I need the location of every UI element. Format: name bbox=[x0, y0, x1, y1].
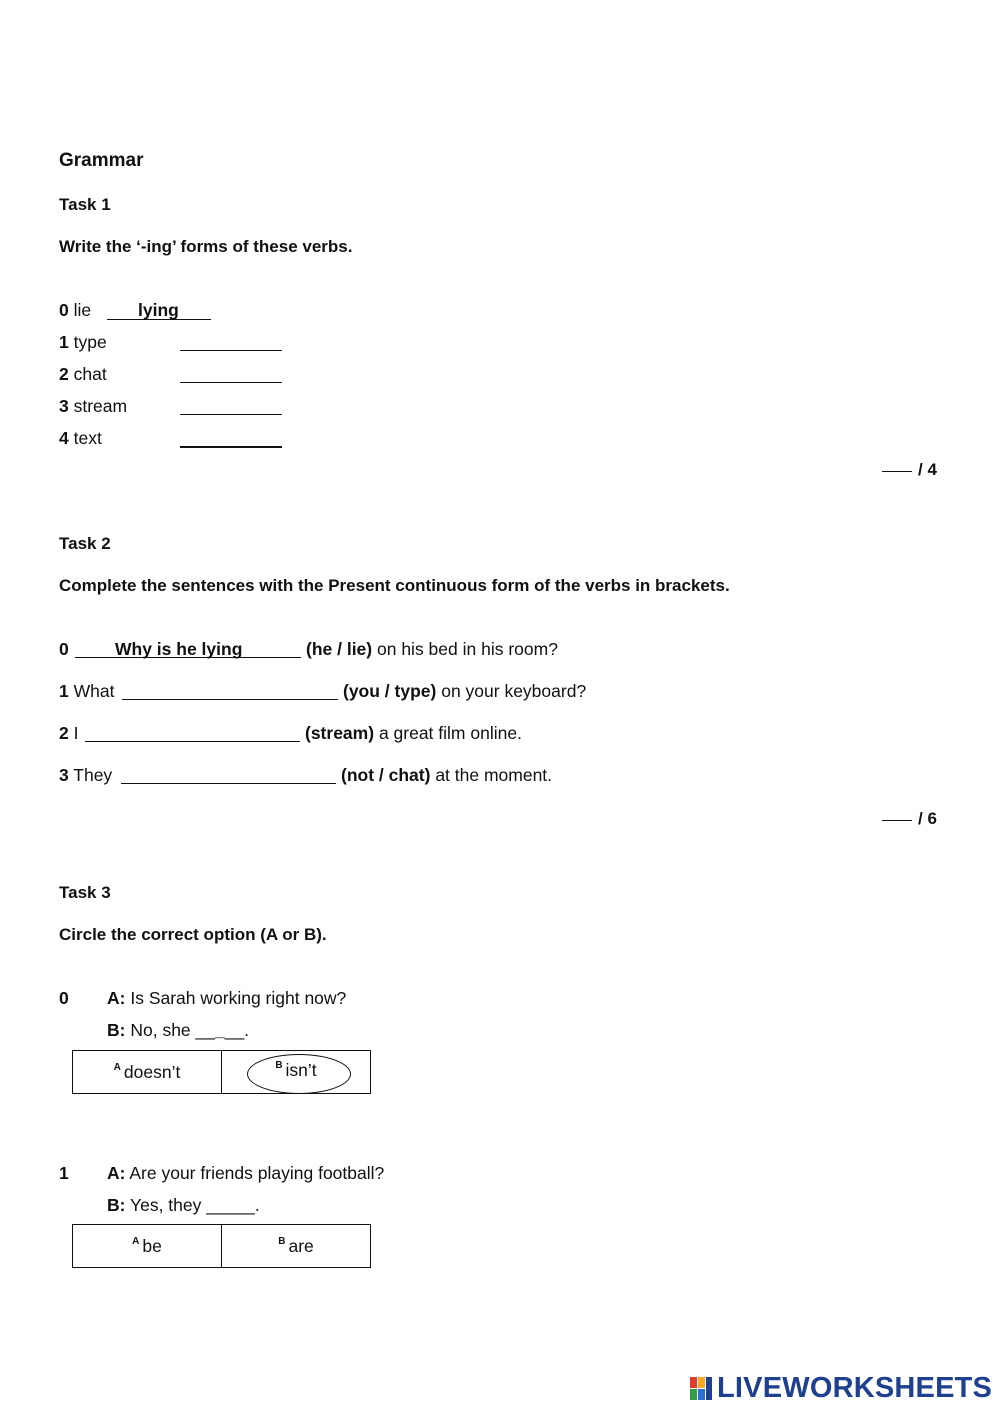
sentence-end: a great film online. bbox=[378, 723, 522, 743]
liveworksheets-logo bbox=[690, 1372, 992, 1404]
task2-item-0-rest bbox=[306, 639, 558, 660]
sentence-end: on his bed in his room? bbox=[377, 639, 558, 659]
task1-answer-2-field[interactable] bbox=[180, 382, 282, 383]
task1-answer-3-field[interactable] bbox=[180, 414, 282, 415]
item-number: 3 bbox=[59, 396, 69, 416]
task3-title: Task 3 bbox=[59, 883, 111, 902]
item-verb: text bbox=[73, 428, 102, 448]
sentence-end: on your keyboard? bbox=[441, 681, 587, 701]
task1-answer-1-field[interactable] bbox=[180, 350, 282, 351]
score-blank bbox=[882, 820, 912, 821]
item-number: 2 bbox=[59, 723, 69, 743]
sentence-end: at the moment. bbox=[435, 765, 553, 785]
verb-cue: (not / chat) bbox=[341, 765, 431, 785]
liveworksheets-logo-icon bbox=[690, 1376, 714, 1400]
task2-item-3-rest bbox=[341, 765, 552, 786]
task2-item-1-rest bbox=[343, 681, 586, 702]
speaker-b: B: bbox=[107, 1020, 126, 1040]
page-heading: Grammar bbox=[59, 150, 144, 171]
speaker-b: B: bbox=[107, 1195, 126, 1215]
score-total: / 6 bbox=[918, 809, 937, 828]
item-verb: lie bbox=[73, 300, 92, 320]
task2-answer-1-field[interactable] bbox=[122, 699, 338, 700]
task3-item-1-number: 1 bbox=[59, 1163, 69, 1183]
item-number: 0 bbox=[59, 300, 69, 320]
verb-cue: (stream) bbox=[305, 723, 375, 743]
item-verb: stream bbox=[73, 396, 128, 416]
item-number: 4 bbox=[59, 428, 69, 448]
task2-answer-0[interactable]: Why is he lying bbox=[115, 639, 243, 659]
task1-answer-4-field[interactable] bbox=[180, 446, 282, 448]
task2-item-1-start bbox=[59, 681, 114, 702]
response-text: Yes, they _____. bbox=[130, 1195, 260, 1215]
speaker-a: A: bbox=[107, 988, 126, 1008]
item-number: 1 bbox=[59, 332, 69, 352]
question-text: Are your friends playing football? bbox=[129, 1163, 385, 1183]
sentence-start: They bbox=[73, 765, 113, 785]
task3-instruction: Circle the correct option (A or B). bbox=[59, 925, 327, 944]
option-a[interactable]: $^A$ be bbox=[73, 1225, 222, 1268]
item-verb: type bbox=[73, 332, 107, 352]
task2-item-0-number: 0 bbox=[59, 639, 69, 659]
task3-item-1-options bbox=[72, 1224, 371, 1268]
task2-score bbox=[882, 809, 937, 829]
speaker-a: A: bbox=[107, 1163, 126, 1183]
option-b[interactable]: $^B$ isn’t bbox=[222, 1051, 371, 1094]
item-number: 3 bbox=[59, 765, 69, 785]
score-total: / 4 bbox=[918, 460, 937, 479]
task1-title: Task 1 bbox=[59, 195, 111, 214]
liveworksheets-logo-text: LIVEWORKSHEETS bbox=[717, 1371, 993, 1404]
task1-answer-0[interactable]: lying bbox=[138, 300, 179, 320]
question-text: Is Sarah working right now? bbox=[130, 988, 347, 1008]
task2-answer-2-field[interactable] bbox=[85, 741, 300, 742]
task2-item-3-start bbox=[59, 765, 112, 786]
verb-cue: (he / lie) bbox=[306, 639, 373, 659]
task3-item-0-options bbox=[72, 1050, 371, 1094]
item-number: 2 bbox=[59, 364, 69, 384]
item-number: 1 bbox=[59, 681, 69, 701]
task2-item-2-start bbox=[59, 723, 78, 744]
option-a[interactable]: $^A$ doesn’t bbox=[73, 1051, 222, 1094]
option-b[interactable]: $^B$ are bbox=[222, 1225, 371, 1268]
task3-item-0-number: 0 bbox=[59, 988, 69, 1008]
sentence-start: What bbox=[73, 681, 115, 701]
score-blank bbox=[882, 471, 912, 472]
task3-item-0-response bbox=[107, 1020, 249, 1041]
task3-item-1-question bbox=[107, 1163, 384, 1184]
verb-cue: (you / type) bbox=[343, 681, 437, 701]
task1-instruction: Write the ‘-ing’ forms of these verbs. bbox=[59, 237, 353, 256]
task1-item-4 bbox=[59, 428, 102, 449]
task1-item-0 bbox=[59, 300, 91, 321]
task2-title: Task 2 bbox=[59, 534, 111, 553]
task3-item-1-response bbox=[107, 1195, 260, 1216]
task1-item-1 bbox=[59, 332, 107, 353]
task3-item-0-question bbox=[107, 988, 346, 1009]
task2-item-2-rest bbox=[305, 723, 522, 744]
task2-instruction: Complete the sentences with the Present continuous form of the verbs in brackets. bbox=[59, 576, 730, 595]
task1-item-2 bbox=[59, 364, 107, 385]
task1-item-3 bbox=[59, 396, 127, 417]
sentence-start: I bbox=[73, 723, 79, 743]
response-text: No, she _____. bbox=[130, 1020, 250, 1040]
task1-score bbox=[882, 460, 937, 480]
item-verb: chat bbox=[73, 364, 107, 384]
task2-answer-3-field[interactable] bbox=[121, 783, 336, 784]
